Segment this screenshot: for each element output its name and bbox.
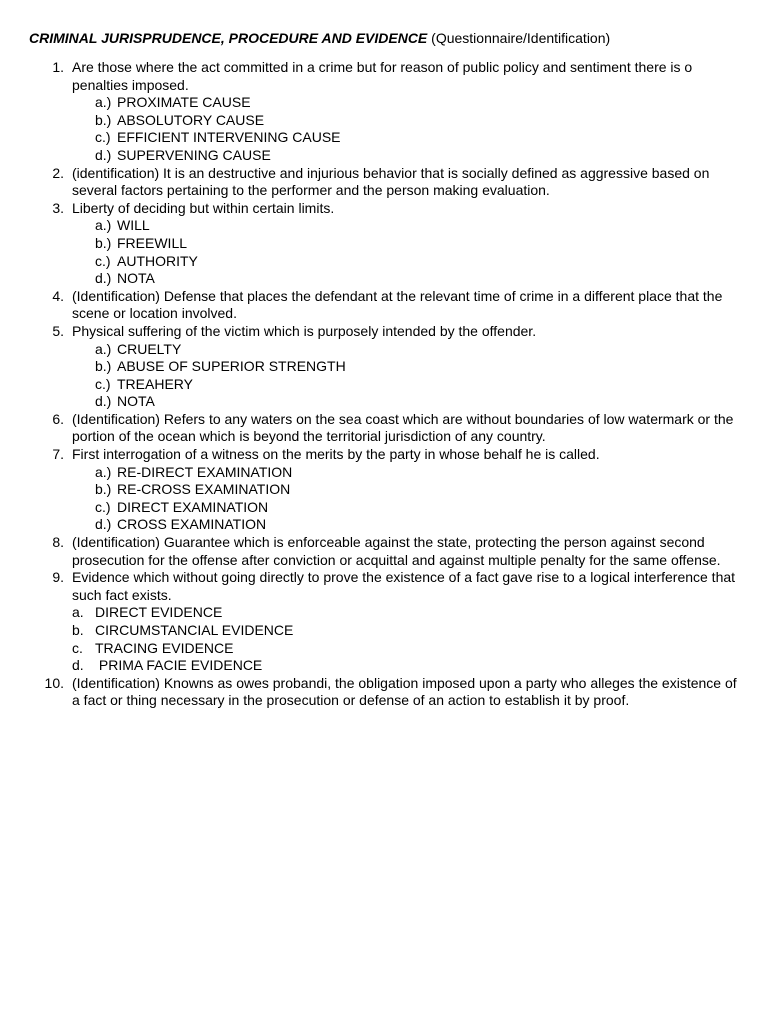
option-item xyxy=(72,129,744,147)
option-list xyxy=(72,217,744,287)
question-item xyxy=(0,675,768,710)
question-text: (Identification) Guarantee which is enforceable against the state, protecting the person against second prosecution for the offense after conviction or acquittal and against multiple penalty for the same offense. xyxy=(72,534,721,568)
option-label: a.) xyxy=(95,94,112,111)
option-item xyxy=(72,112,744,130)
option-text: CROSS EXAMINATION xyxy=(117,516,267,533)
option-item xyxy=(72,622,744,640)
question-text: (Identification) Refers to any waters on the sea coast which are without boundaries of low watermark or the portion of the ocean which is beyond the territorial jurisdiction of any country. xyxy=(72,410,734,445)
question-item xyxy=(0,288,768,323)
question-number: 3. xyxy=(52,199,64,216)
option-label: b.) xyxy=(95,234,112,251)
option-item xyxy=(72,94,744,112)
option-label: c.) xyxy=(95,498,111,515)
option-text: SUPERVENING CAUSE xyxy=(117,146,271,163)
option-text: AUTHORITY xyxy=(117,252,198,269)
option-text: CIRCUMSTANCIAL EVIDENCE xyxy=(95,622,294,638)
question-item xyxy=(0,59,768,165)
question-item xyxy=(0,200,768,288)
question-text: (Identification) Defense that places the defendant at the relevant time of crime in a different place that the scene or location involved. xyxy=(72,287,723,322)
option-text: PRIMA FACIE EVIDENCE xyxy=(95,657,263,674)
page-title xyxy=(29,30,610,47)
option-text: FREEWILL xyxy=(117,234,188,251)
option-text: ABSOLUTORY CAUSE xyxy=(117,111,265,128)
question-number: 9. xyxy=(52,569,64,586)
option-text: DIRECT EXAMINATION xyxy=(117,498,269,515)
option-label: d.) xyxy=(95,516,112,533)
title-main: CRIMINAL JURISPRUDENCE, PROCEDURE AND EVIDENCE xyxy=(29,30,428,46)
option-text: DIRECT EVIDENCE xyxy=(95,604,223,621)
question-text: First interrogation of a witness on the merits by the party in whose behalf he is called. xyxy=(72,446,600,463)
option-item xyxy=(72,499,744,517)
question-number: 4. xyxy=(52,287,64,304)
question-text: Evidence which without going directly to prove the existence of a fact gave rise to a logical interference that such fact exists. xyxy=(72,569,736,603)
option-label: b. xyxy=(72,622,84,638)
option-list xyxy=(72,464,744,534)
question-number: 7. xyxy=(52,446,64,463)
option-label: d. xyxy=(72,657,84,674)
question-text: (identification) It is an destructive and injurious behavior that is socially defined as aggressive based on several factors pertaining to the performer and the person making evaluation. xyxy=(72,164,710,199)
option-label: a.) xyxy=(95,463,112,480)
question-number: 2. xyxy=(52,164,64,181)
question-item xyxy=(0,446,768,534)
option-label: a. xyxy=(72,604,84,621)
option-item xyxy=(72,376,744,394)
option-label: d.) xyxy=(95,393,112,410)
question-item xyxy=(0,165,768,200)
question-item xyxy=(0,569,768,675)
option-item xyxy=(72,481,744,499)
question-number: 10. xyxy=(44,674,64,691)
question-text: Liberty of deciding but within certain limits. xyxy=(72,199,335,216)
option-text: TREAHERY xyxy=(117,375,193,392)
option-text: NOTA xyxy=(117,270,155,287)
option-label: b.) xyxy=(95,358,112,375)
option-text: NOTA xyxy=(117,393,155,410)
option-label: a.) xyxy=(95,217,112,234)
option-item xyxy=(72,358,744,376)
question-number: 6. xyxy=(52,410,64,427)
option-item xyxy=(72,516,744,534)
option-list xyxy=(72,94,744,164)
option-item xyxy=(72,253,744,271)
option-item xyxy=(72,235,744,253)
option-text: CRUELTY xyxy=(117,340,182,357)
option-text: WILL xyxy=(117,217,150,234)
option-item xyxy=(72,270,744,288)
option-item xyxy=(72,217,744,235)
question-list xyxy=(0,59,768,710)
question-text: (Identification) Knowns as owes probandi, the obligation imposed upon a party who alleges the existence of a fact or thing necessary in the prosecution or defense of an action to establish it by proof. xyxy=(72,674,737,709)
option-list xyxy=(72,604,744,674)
option-text: PROXIMATE CAUSE xyxy=(117,94,251,111)
option-item xyxy=(72,604,744,622)
option-item xyxy=(72,393,744,411)
option-text: EFFICIENT INTERVENING CAUSE xyxy=(117,129,341,146)
option-item xyxy=(72,341,744,359)
question-number: 1. xyxy=(52,59,64,75)
option-label: a.) xyxy=(95,340,112,357)
option-item xyxy=(72,147,744,165)
option-label: c. xyxy=(72,639,83,656)
question-number: 5. xyxy=(52,322,64,339)
option-text: ABUSE OF SUPERIOR STRENGTH xyxy=(117,358,346,375)
question-item xyxy=(0,534,768,569)
option-label: c.) xyxy=(95,252,111,269)
option-item xyxy=(72,640,744,658)
option-label: b.) xyxy=(95,111,112,128)
option-label: d.) xyxy=(95,270,112,287)
option-text: RE-DIRECT EXAMINATION xyxy=(117,463,293,480)
option-text: TRACING EVIDENCE xyxy=(95,639,234,656)
option-label: b.) xyxy=(95,481,112,498)
question-item xyxy=(0,323,768,411)
question-text: Physical suffering of the victim which is purposely intended by the offender. xyxy=(72,322,537,339)
option-label: c.) xyxy=(95,375,111,392)
question-number: 8. xyxy=(52,534,64,551)
option-text: RE-CROSS EXAMINATION xyxy=(117,481,291,498)
question-item xyxy=(0,411,768,446)
option-label: c.) xyxy=(95,129,111,146)
option-label: d.) xyxy=(95,146,112,163)
title-subtitle: (Questionnaire/Identification) xyxy=(431,30,611,46)
option-item xyxy=(72,464,744,482)
question-text: Are those where the act committed in a crime but for reason of public policy and sentiment there is o penalties imposed. xyxy=(72,59,693,93)
option-item xyxy=(72,657,744,675)
option-list xyxy=(72,341,744,411)
